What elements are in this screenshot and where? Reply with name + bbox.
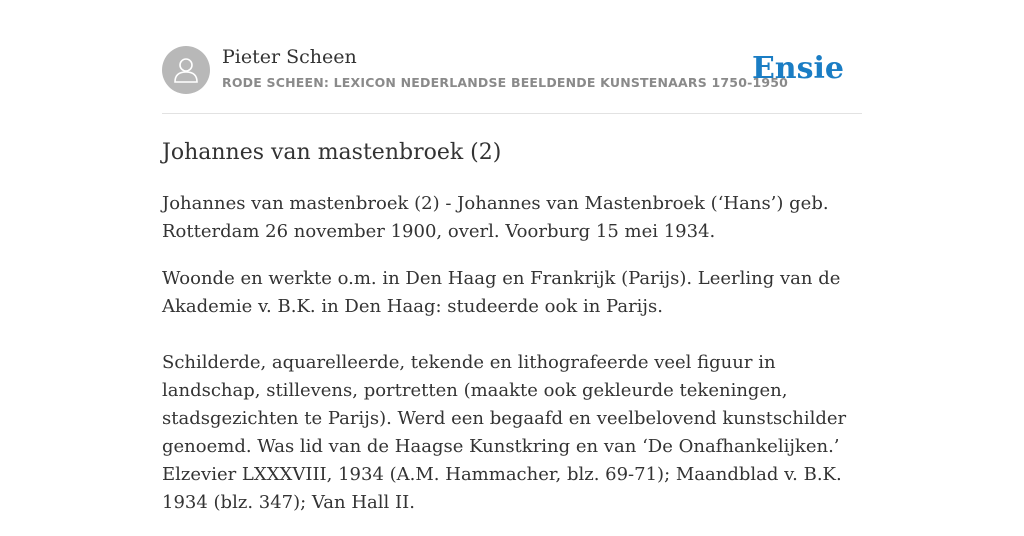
paragraph-intro: Johannes van mastenbroek (2) - Johannes van Mastenbroek (‘Hans’) geb. Rotterdam 26 november 1900, overl. Voorburg 15 mei 1934. — [162, 193, 829, 242]
header-divider — [162, 113, 862, 114]
article-card — [162, 0, 862, 512]
paragraph-education: Woonde en werkte o.m. in Den Haag en Frankrijk (Parijs). Leerling van de Akademie v. B.K. in Den Haag: studeerde ook in Parijs. — [162, 268, 841, 317]
source-title[interactable]: RODE SCHEEN: LEXICON NEDERLANDSE BEELDENDE KUNSTENAARS 1750-1950 — [222, 75, 789, 90]
user-icon — [171, 55, 201, 85]
author-name[interactable]: Pieter Scheen — [222, 46, 357, 68]
page-title: Johannes van mastenbroek (2) — [162, 140, 502, 165]
avatar[interactable] — [162, 46, 210, 94]
article-header — [162, 46, 862, 96]
paragraph-work: Schilderde, aquarelleerde, tekende en lithografeerde veel figuur in landschap, stillevens, portretten (maakte ook gekleurde tekeningen, stadsgezichten te Parijs). Werd een begaafd en veelbelovend kunstschilder genoemd. Was lid van de Haagse Kunstkring en van ‘De Onafhankelijken.’ Elzevier LXXXVIII, 1934 (A.M. Hammacher, blz. 69-71); Maandblad v. B.K. 1934 (blz. 347); Van Hall II. — [162, 352, 847, 513]
ensie-logo[interactable]: Ensie — [751, 51, 844, 86]
article-body — [162, 190, 862, 536]
